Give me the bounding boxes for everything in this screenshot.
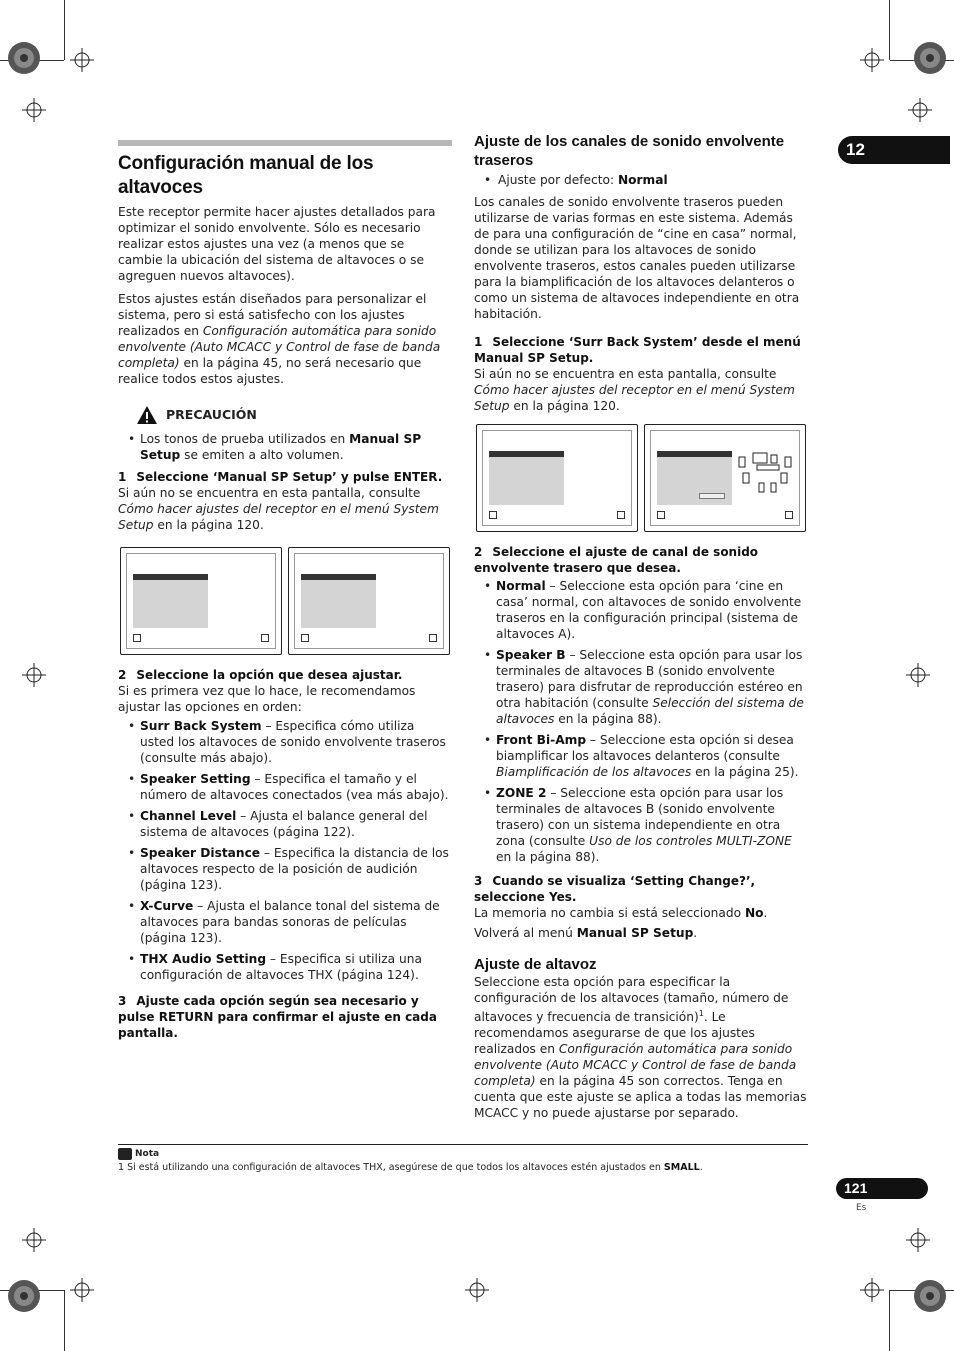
step-note <box>474 925 808 941</box>
list-item <box>118 898 452 946</box>
step-text: Seleccione la opción que desea ajustar. <box>136 668 403 682</box>
step-note <box>474 366 808 414</box>
menu-panel <box>489 457 564 505</box>
crosshair-icon <box>22 98 46 122</box>
crop-mark <box>889 0 890 60</box>
text-run: – Especifica cómo utiliza usted los altavoces de sonido envolvente traseros (consulte más abajo). <box>140 719 446 765</box>
bold-term: Normal <box>617 173 668 187</box>
step-number: 2 <box>118 668 127 682</box>
page-title: Configuración manual de los altavoces <box>118 153 374 198</box>
intro-paragraph: Este receptor permite hacer ajustes detallados para optimizar el sonido envolvente. Sólo es necesario realizar estos ajustes una vez (a menos que se cambie la ubicación del sistema de altavoces o se agreguen nuevos altavoces). <box>118 205 436 283</box>
step-number: 2 <box>474 545 483 559</box>
remote-button-icon <box>301 634 309 642</box>
osd-screen-illustration <box>476 424 638 532</box>
step-heading <box>118 993 452 1041</box>
text-run: – Ajusta el balance general del sistema de altavoces (página 122). <box>140 809 428 839</box>
registration-circle-icon <box>6 40 42 76</box>
list-item <box>118 771 452 803</box>
text-run: en la página 45, no será necesario que realice todos estos ajustes. <box>118 356 422 386</box>
bold-term: No <box>744 906 764 920</box>
step-text: Cuando se visualiza ‘Setting Change?’, seleccione Yes. <box>474 874 756 904</box>
step-text: Seleccione el ajuste de canal de sonido envolvente trasero que desea. <box>474 545 759 575</box>
remote-button-icon <box>429 634 437 642</box>
registration-circle-icon <box>6 1278 42 1314</box>
list-item <box>474 647 808 727</box>
text-run: Los tonos de prueba utilizados en <box>140 432 350 446</box>
crop-mark <box>889 1290 890 1351</box>
list-item <box>118 808 452 840</box>
bold-term: THX Audio Setting <box>140 952 267 966</box>
text-run: – Especifica el tamaño y el número de altavoces conectados (vea más abajo). <box>140 772 449 802</box>
footnote-marker: 1 <box>698 1009 704 1018</box>
step-heading <box>118 667 452 683</box>
text-run: en la página 88). <box>496 850 600 864</box>
text-run: La memoria no cambia si está seleccionado <box>474 906 745 920</box>
text-run: . Le recomendamos asegurarse de que los ajustes realizados en <box>474 1010 755 1057</box>
crosshair-icon <box>860 48 884 72</box>
italic-reference: Selección del sistema de altavoces <box>496 696 804 726</box>
step-text: Seleccione ‘Surr Back System’ desde el menú Manual SP Setup. <box>474 335 801 365</box>
step-number: 3 <box>474 874 483 888</box>
bold-term: Surr Back System <box>140 719 262 733</box>
text-run: – Seleccione esta opción para usar los terminales de altavoces B (sonido envolvente trasero) para disfrutar de reproducción estéreo en otra habitación (consulte <box>496 648 803 710</box>
screen-frame <box>294 553 444 649</box>
osd-screen-illustration <box>288 547 450 655</box>
text-run: Ajuste por defecto: <box>498 173 618 187</box>
crosshair-icon <box>465 1278 489 1302</box>
italic-reference: Cómo hacer ajustes del receptor en el menú System Setup <box>474 383 795 413</box>
text-run: Volverá al menú <box>474 926 577 940</box>
step-note <box>118 485 452 533</box>
bold-term: Speaker Setting <box>140 772 251 786</box>
crosshair-icon <box>906 1228 930 1252</box>
list-item <box>118 718 452 766</box>
text-run: Si aún no se encuentra en esta pantalla, consulte <box>118 486 421 500</box>
text-run: en la página 25). <box>691 765 799 779</box>
bold-term: Front Bi-Amp <box>496 733 587 747</box>
crosshair-icon <box>22 663 46 687</box>
step-heading <box>118 469 452 485</box>
text-run: Si aún no se encuentra en esta pantalla, consulte <box>474 367 777 381</box>
italic-reference: Uso de los controles MULTI-ZONE <box>589 834 792 848</box>
option-box <box>699 493 725 499</box>
registration-circle-icon <box>912 40 948 76</box>
bold-term: Speaker B <box>496 648 566 662</box>
footnote-text <box>118 1160 703 1176</box>
bold-term: X-Curve <box>140 899 194 913</box>
step-heading <box>474 544 808 576</box>
page-number: 121 <box>836 1178 928 1199</box>
step-note: Si es primera vez que lo hace, le recomendamos ajustar las opciones en orden: <box>118 684 416 714</box>
crosshair-icon <box>70 48 94 72</box>
remote-button-icon <box>617 511 625 519</box>
text-run: Estos ajustes están diseñados para personalizar el sistema, pero si está satisfecho con los ajustes realizados en <box>118 292 427 338</box>
bold-term: ZONE 2 <box>496 786 547 800</box>
list-item <box>474 172 808 188</box>
chapter-tab: 12 <box>838 136 950 164</box>
section-heading: Ajuste de los canales de sonido envolvente traseros <box>474 133 785 169</box>
text-run: en la página 45 son correctos. Tenga en cuenta que este ajuste se aplica a todas las memorias MCACC y no puede ajustarse por separado. <box>474 1074 807 1121</box>
bold-term: SMALL <box>663 1162 700 1173</box>
step-number: 1 <box>474 335 483 349</box>
step-number: 3 <box>118 994 127 1008</box>
caution-item <box>118 431 452 463</box>
text-run: Seleccione esta opción para especificar la configuración de los altavoces (tamaño, número de altavoces y frecuencia de transición) <box>474 975 789 1025</box>
osd-screen-illustration <box>120 547 282 655</box>
note-label: Nota <box>135 1149 160 1159</box>
text-run: . <box>699 1162 703 1173</box>
step-note <box>474 905 808 921</box>
body-paragraph <box>474 974 808 1121</box>
text-run: – Especifica la distancia de los altavoces respecto de la posición de audición (página 123). <box>140 846 449 892</box>
text-run: . <box>763 906 768 920</box>
text-run: en la página 88). <box>554 712 662 726</box>
step-heading <box>474 873 808 905</box>
crosshair-icon <box>70 1278 94 1302</box>
bold-term: Normal <box>496 579 546 593</box>
screen-frame <box>482 430 632 526</box>
crosshair-icon <box>906 663 930 687</box>
crosshair-icon <box>22 1228 46 1252</box>
step-text: Ajuste cada opción según sea necesario y pulse RETURN para confirmar el ajuste en cada pantalla. <box>118 994 437 1040</box>
list-item <box>118 951 452 983</box>
list-item <box>474 732 808 780</box>
section-heading: Ajuste de altavoz <box>474 956 597 973</box>
footnote-rule <box>118 1144 808 1145</box>
italic-reference: Cómo hacer ajustes del receptor en el menú System Setup <box>118 502 439 532</box>
body-paragraph: Los canales de sonido envolvente traseros pueden utilizarse de varias formas en este sistema. Además de para una configuración de “cine en casa” normal, donde se utilizan para los altavoces de sonido envolvente traseros, estos canales pueden utilizarse para la biamplificación de los altavoces delanteros o como un sistema de altavoces independiente en otra habitación. <box>474 195 800 321</box>
warning-icon <box>136 405 158 425</box>
caution-list <box>118 431 452 463</box>
screen-frame <box>650 430 800 526</box>
text-run: – Seleccione esta opción si desea biamplificar los altavoces delanteros (consulte <box>496 733 794 763</box>
text-run: – Seleccione esta opción para ‘cine en casa’ normal, con altavoces de sonido envolvente traseros en la configuración principal (sistema de altavoces A). <box>496 579 802 641</box>
left-column <box>118 140 452 1041</box>
list-item <box>474 785 808 865</box>
step-text: Seleccione ‘Manual SP Setup’ y pulse ENTER. <box>136 470 443 484</box>
section-rule <box>118 140 452 146</box>
speaker-layout-icon <box>737 449 799 497</box>
list-item <box>474 578 808 642</box>
intro-paragraph-2 <box>118 291 452 387</box>
menu-panel <box>133 580 208 628</box>
text-run: – Seleccione esta opción para usar los terminales de altavoces B (sonido envolvente trasero) con un sistema independiente en otra zona (consulte <box>496 786 784 848</box>
crop-mark <box>64 1290 65 1351</box>
caution-label: PRECAUCIÓN <box>166 407 257 422</box>
registration-circle-icon <box>912 1278 948 1314</box>
remote-button-icon <box>261 634 269 642</box>
choices-list <box>474 578 808 865</box>
bold-term: Manual SP Setup <box>576 926 694 940</box>
screen-illustrations <box>120 547 452 655</box>
text-run: – Especifica si utiliza una configuración de altavoces THX (página 124). <box>140 952 422 982</box>
right-column <box>474 132 808 1128</box>
screen-frame <box>126 553 276 649</box>
step-number: 1 <box>118 470 127 484</box>
remote-button-icon <box>785 511 793 519</box>
text-run: se emiten a alto volumen. <box>180 448 344 462</box>
screen-illustrations <box>476 424 808 532</box>
default-list <box>474 172 808 188</box>
italic-reference: Biamplificación de los altavoces <box>496 765 692 779</box>
text-run: en la página 120. <box>153 518 264 532</box>
remote-button-icon <box>489 511 497 519</box>
crosshair-icon <box>908 98 932 122</box>
text-run: . <box>693 926 698 940</box>
remote-button-icon <box>657 511 665 519</box>
text-run: 1 Si está utilizando una configuración de altavoces THX, asegúrese de que todos los altavoces estén ajustados en <box>118 1162 664 1173</box>
options-list <box>118 718 452 983</box>
text-run: – Ajusta el balance tonal del sistema de altavoces para bandas sonoras de películas (página 123). <box>140 899 440 945</box>
crosshair-icon <box>860 1278 884 1302</box>
bold-term: Channel Level <box>140 809 237 823</box>
note-icon <box>118 1148 132 1160</box>
caution-header <box>136 405 452 425</box>
menu-panel <box>301 580 376 628</box>
text-run: en la página 120. <box>509 399 620 413</box>
step-heading <box>474 334 808 366</box>
italic-reference: Configuración automática para sonido envolvente (Auto MCACC y Control de fase de banda completa) <box>118 324 441 370</box>
italic-reference: Configuración automática para sonido envolvente (Auto MCACC y Control de fase de banda completa) <box>474 1042 797 1089</box>
osd-screen-illustration <box>644 424 806 532</box>
list-item <box>118 845 452 893</box>
bold-term: Manual SP Setup <box>140 432 422 462</box>
remote-button-icon <box>133 634 141 642</box>
language-code: Es <box>856 1203 867 1213</box>
crop-mark <box>64 0 65 60</box>
bold-term: Speaker Distance <box>140 846 261 860</box>
